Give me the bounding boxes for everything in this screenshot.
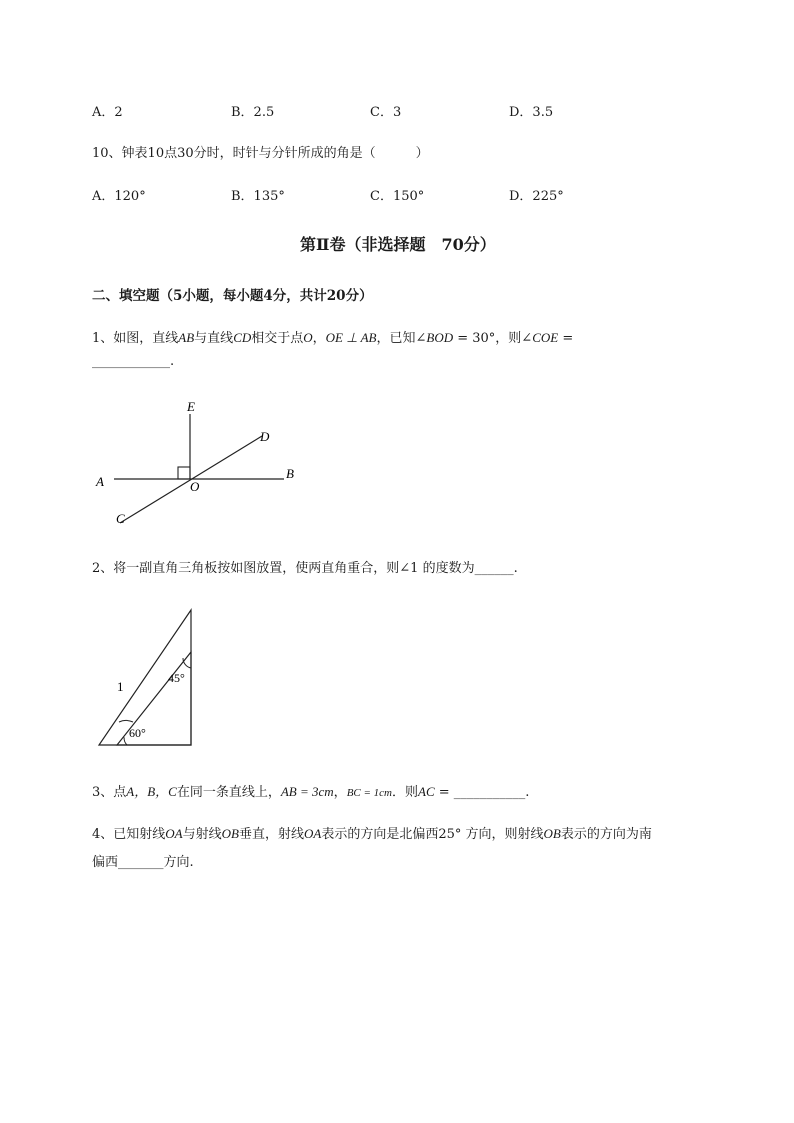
fill1-pre: 1、如图，直线 xyxy=(92,331,179,346)
q9-option-b: B．2.5 xyxy=(231,105,275,120)
fill3-sep: ， xyxy=(333,785,347,800)
label-e: E xyxy=(187,399,195,414)
q10-option-c: C．150° xyxy=(370,189,425,204)
arc-45 xyxy=(183,658,191,668)
label-a: A xyxy=(96,474,104,489)
fill4-oa2: OA xyxy=(304,826,322,841)
fill3-ac: AC xyxy=(418,784,435,799)
label-b: B xyxy=(286,466,294,481)
label-angle-1: 1 xyxy=(117,679,124,694)
fill1-ab: AB xyxy=(178,330,195,345)
q10-stem xyxy=(92,142,429,161)
q10-option-a: A．120° xyxy=(92,189,146,204)
q9-option-d: D．3.5 xyxy=(509,105,554,120)
fill3-pre: 3、点 xyxy=(92,785,127,800)
fill1-cd: CD xyxy=(233,330,252,345)
fill3-bc: BC = 1cm xyxy=(346,787,392,799)
fill4-oa: OA xyxy=(165,826,183,841)
fill4-ob2: OB xyxy=(543,826,561,841)
fill1-sep: ， xyxy=(312,331,326,346)
fill3-tail: = ___________. xyxy=(434,785,530,800)
fill1-perp: OE ⊥ AB xyxy=(325,330,377,345)
fill4-mid2: 垂直，射线 xyxy=(238,827,304,842)
part2-title: 第Ⅱ卷（非选择题 70分） xyxy=(300,235,496,254)
label-60: 60° xyxy=(129,726,146,740)
fill1-mid1: 与直线 xyxy=(194,331,234,346)
fill4-line2: 偏西_______方向. xyxy=(92,855,194,870)
q10-option-d: D．225° xyxy=(509,189,564,204)
fill4-ob: OB xyxy=(221,826,239,841)
section2-heading: 二、填空题（5小题，每小题4分，共计20分） xyxy=(92,288,373,304)
fill4-mid: 与射线 xyxy=(182,827,222,842)
fill1-mid3: ，已知∠ xyxy=(376,331,427,346)
fill2-stem: 2、将一副直角三角板按如图放置，使两直角重合，则∠1 的度数为______. xyxy=(92,561,518,576)
fill1-end: = xyxy=(558,331,574,346)
fill3-stem xyxy=(92,781,529,800)
fill3-ab: AB = 3cm xyxy=(280,784,334,799)
fill3-mid: 在同一条直线上， xyxy=(176,785,281,800)
arc-angle-1 xyxy=(119,720,133,722)
q10-option-b: B．135° xyxy=(231,189,285,204)
q9-option-c: C．3 xyxy=(370,105,402,120)
q10-stem-close: ） xyxy=(415,146,429,161)
fill4-line1 xyxy=(92,823,652,842)
figure-1-diagram xyxy=(90,392,310,532)
fill3-points: A，B，C xyxy=(126,784,177,799)
fill4-mid3: 表示的方向是北偏西25° 方向，则射线 xyxy=(321,827,544,842)
label-c: C xyxy=(116,511,125,526)
fill1-stem xyxy=(92,327,573,346)
fill1-o: O xyxy=(303,330,313,345)
fill4-end: 表示的方向为南 xyxy=(560,827,652,842)
figure-2-diagram xyxy=(90,602,210,752)
fill3-end: ．则 xyxy=(392,785,419,800)
fill1-eq: = 30°，则∠ xyxy=(453,331,533,346)
fill1-coe: COE xyxy=(532,330,559,345)
label-d: D xyxy=(260,429,270,444)
right-angle-mark xyxy=(178,467,190,479)
fill4-pre: 4、已知射线 xyxy=(92,827,166,842)
label-o: O xyxy=(190,479,200,494)
q10-stem-text: 10、钟表10点30分时，时针与分针所成的角是（ xyxy=(92,146,376,161)
q9-option-a: A．2 xyxy=(92,105,123,120)
fill1-bod: BOD xyxy=(426,330,454,345)
fill1-mid2: 相交于点 xyxy=(251,331,304,346)
arc-60 xyxy=(124,737,127,745)
fill1-blank: ____________. xyxy=(92,354,175,369)
label-45: 45° xyxy=(168,671,185,685)
